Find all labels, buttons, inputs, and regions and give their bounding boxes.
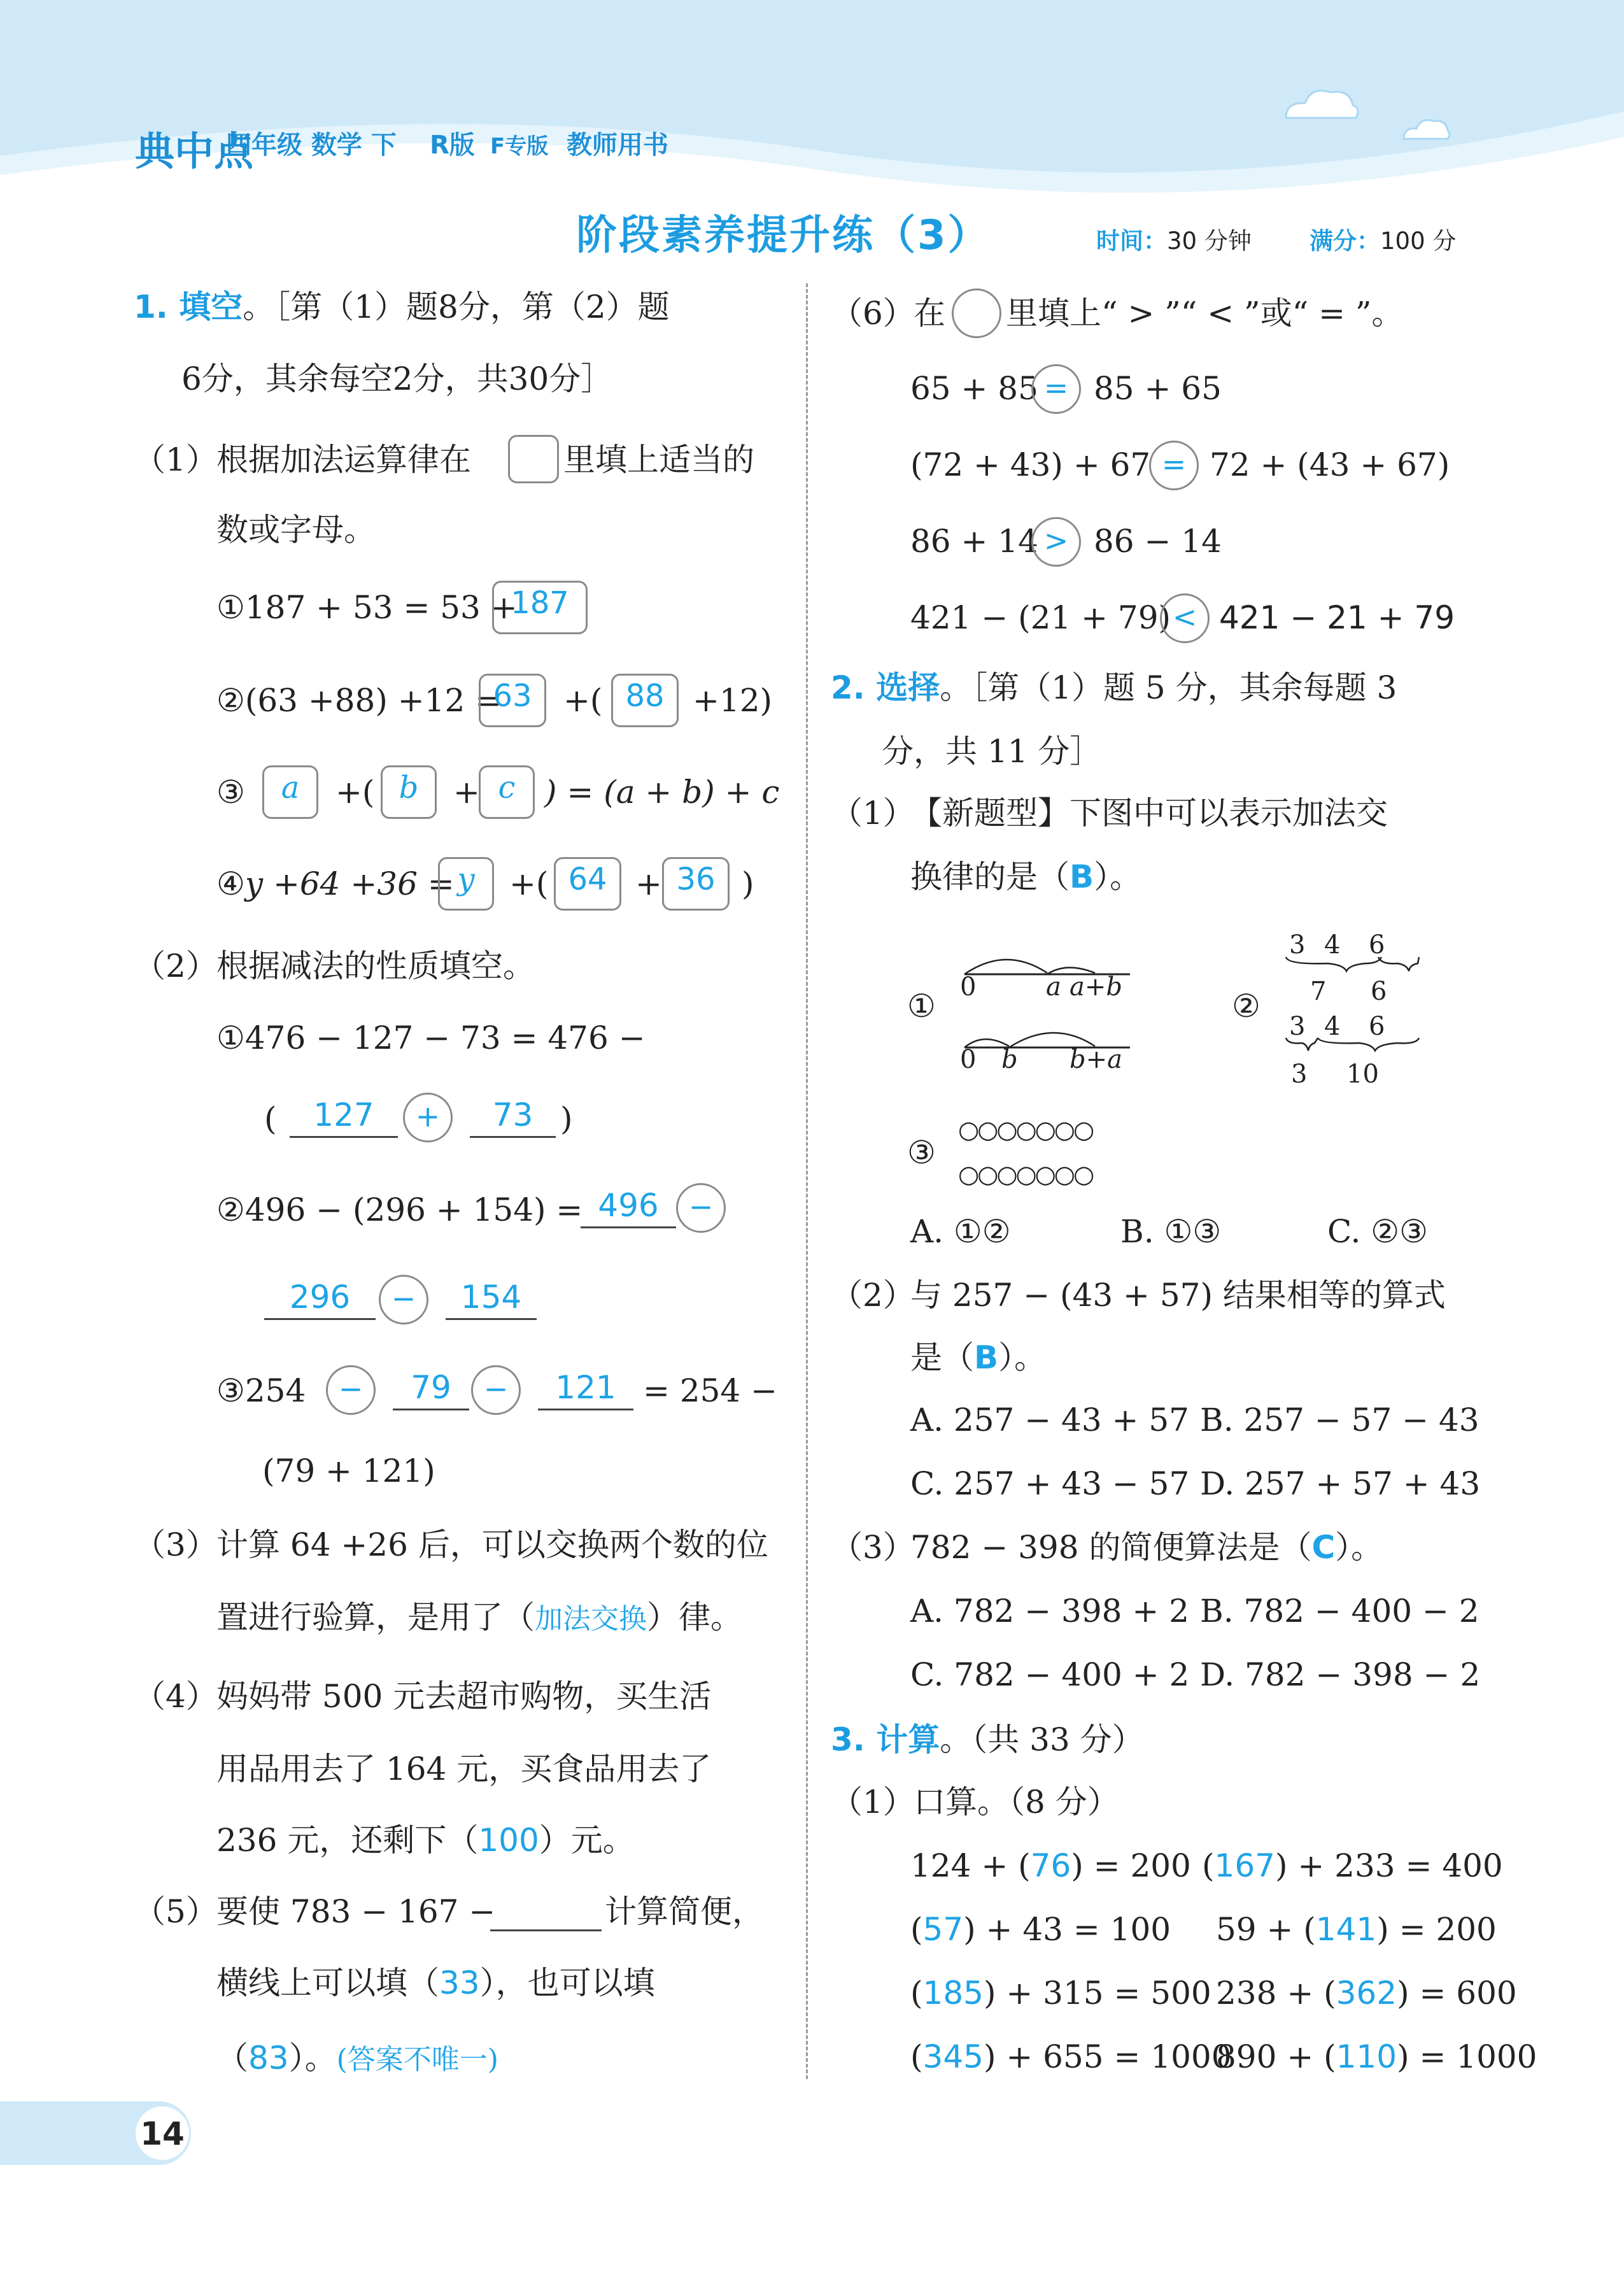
q1-2-i3-line2: (79 + 121): [262, 1452, 435, 1489]
nl-label: b: [1001, 1045, 1018, 1074]
blank-box-sample: [508, 435, 559, 483]
circles-row: ○○○○○○○: [958, 1116, 1093, 1144]
q2-1-text: 【新题型】下图中可以表示加法交: [910, 795, 1388, 832]
brace-num: 7: [1310, 977, 1327, 1006]
time-info: 时间：30 分钟: [1096, 227, 1252, 255]
calc-item: (57) + 43 = 100: [910, 1911, 1171, 1948]
q1-heading: 1. 填空。［第（1）题8分，第（2）题: [134, 288, 670, 325]
q2-2-opt-a: A. 257 − 43 + 57: [910, 1402, 1189, 1438]
q1-5-text-b: 计算简便，: [605, 1893, 764, 1930]
nl-label: 0: [960, 972, 977, 1002]
blank-line: [490, 1891, 602, 1931]
q1-2-i2: ②496 − (296 + 154) =: [216, 1191, 583, 1228]
q2-2-line2: 是（B）。: [910, 1339, 1047, 1376]
q2-1-opt-c: C. ②③: [1327, 1213, 1428, 1250]
q1-2-i1-open: (: [264, 1100, 277, 1137]
q1-5-line2: 横线上可以填（33），也可以填: [216, 1964, 655, 2001]
q1-1-i2-end: +12): [693, 682, 773, 719]
answer-box: y: [438, 857, 494, 911]
q1-4-text: 妈妈带 500 元去超市购物，买生活: [216, 1678, 712, 1715]
q2-1-opt-b: B. ①③: [1120, 1213, 1222, 1250]
compare-right: 86 − 14: [1094, 523, 1222, 560]
header-banner: [0, 0, 1624, 210]
q2-2-text: 与 257 − (43 + 57) 结果相等的算式: [910, 1277, 1446, 1314]
q1-3-label: （3）: [134, 1526, 218, 1563]
answer-line: 121: [538, 1367, 633, 1410]
q2-3-opt-d: D. 782 − 398 − 2: [1200, 1656, 1481, 1693]
figure1-num: ①: [907, 988, 936, 1025]
calc-item: (185) + 315 = 500: [910, 1975, 1211, 2012]
q2-3-opt-c: C. 782 − 400 + 2: [910, 1656, 1190, 1693]
q1-1-i3-num: ③: [216, 774, 245, 811]
q2-3-label: （3）: [831, 1529, 915, 1566]
nl-label: b+a: [1070, 1045, 1122, 1074]
q1-1-label: （1）: [134, 441, 218, 478]
circles-row: ○○○○○○○: [958, 1160, 1093, 1188]
compare-circle: =: [1149, 441, 1199, 490]
q1-5-text: 要使 783 − 167 −: [216, 1893, 496, 1930]
answer-line: 296: [264, 1276, 376, 1320]
q1-1-i2-mid: +(: [563, 682, 603, 719]
brand-logo: 典中点: [135, 128, 254, 174]
q2-2-opt-d: D. 257 + 57 + 43: [1200, 1465, 1481, 1502]
brace-num: 3: [1289, 930, 1306, 960]
q3-1-label: （1）: [831, 1784, 915, 1821]
brace-num: 4: [1324, 1012, 1341, 1041]
compare-right: 421 − 21 + 79: [1219, 599, 1455, 636]
compare-left: 86 + 14: [910, 523, 1038, 560]
q1-3-text: 计算 64 +26 后，可以交换两个数的位: [216, 1526, 768, 1563]
q1-4-line3: 236 元，还剩下（100）元。: [216, 1822, 635, 1859]
compare-circle: =: [1031, 364, 1081, 414]
q1-1-text-after: 里填上适当的: [563, 441, 754, 478]
brace-num: 6: [1369, 930, 1385, 960]
q1-6-text: 在: [914, 295, 945, 332]
nl-label: a: [1046, 972, 1061, 1002]
calc-item: (345) + 655 = 1000: [910, 2038, 1232, 2075]
q1-1-i4: ④y +64 +36 =: [216, 865, 455, 902]
calc-item: (167) + 233 = 400: [1202, 1847, 1503, 1884]
q1-3-line2: 置进行验算，是用了（加法交换）律。: [216, 1599, 742, 1636]
page-title: 阶段素养提升练（3）: [576, 212, 991, 259]
q1-1-text: 根据加法运算律在: [216, 441, 471, 478]
q1-5-line3: （83）。(答案不唯一): [216, 2040, 498, 2077]
header-usage: 教师用书: [567, 131, 668, 160]
figure3-num: ③: [907, 1134, 936, 1171]
q1-6-label: （6）: [831, 295, 915, 332]
answer-circle: −: [326, 1365, 376, 1415]
q1-1-i2: ②(63 +88) +12 =: [216, 682, 502, 719]
q1-5-label: （5）: [134, 1893, 218, 1930]
answer-line: 154: [446, 1276, 537, 1320]
q2-2-opt-c: C. 257 + 43 − 57: [910, 1465, 1190, 1502]
answer-box: b: [381, 765, 437, 819]
compare-right: 72 + (43 + 67): [1210, 446, 1450, 483]
blank-circle-sample: [952, 288, 1001, 338]
compare-right: 85 + 65: [1094, 370, 1222, 407]
column-divider: [806, 283, 808, 2079]
q1-desc2: 6分，其余每空2分，共30分］: [181, 360, 613, 397]
q1-1-i1: ①187 + 53 = 53 +: [216, 589, 518, 626]
compare-left: 421 − (21 + 79): [910, 599, 1171, 636]
answer-box: a: [262, 765, 318, 819]
q1-6-text-b: 里填上“ > ”“ < ”或“ = ”。: [1006, 295, 1404, 332]
answer-box: 64: [554, 857, 621, 911]
answer-circle: +: [403, 1093, 453, 1142]
q2-2-opt-b: B. 257 − 57 − 43: [1200, 1402, 1479, 1438]
brace-num: 4: [1324, 930, 1341, 960]
answer-box: 36: [662, 857, 730, 911]
q1-1-i4-end: ): [742, 865, 754, 902]
q1-2-label: （2）: [134, 948, 218, 984]
q1-2-i3: ③254: [216, 1372, 306, 1409]
calc-item: 124 + (76) = 200: [910, 1847, 1191, 1884]
q3-1-text: 口算。（8 分）: [914, 1784, 1119, 1821]
nl-label: 0: [960, 1045, 977, 1074]
answer-box: 63: [479, 674, 546, 727]
q2-1-line2: 换律的是（B）。: [910, 858, 1142, 895]
cloud-icon-small: [1401, 115, 1451, 143]
q2-3-text: 782 − 398 的简便算法是（C）。: [910, 1529, 1383, 1566]
q1-2-i1: ①476 − 127 − 73 = 476 −: [216, 1019, 646, 1056]
page-number: 14: [140, 2115, 185, 2152]
answer-box: 88: [611, 674, 679, 727]
brace-num: 3: [1289, 1012, 1306, 1041]
answer-line: 73: [470, 1094, 556, 1138]
score-info: 满分：100 分: [1310, 227, 1457, 255]
calc-item: 59 + (141) = 200: [1216, 1911, 1497, 1948]
q1-1-i4-plus: +: [635, 865, 662, 902]
q2-2-label: （2）: [831, 1277, 915, 1314]
answer-line: 127: [290, 1094, 398, 1138]
q1-2-text: 根据减法的性质填空。: [216, 948, 535, 984]
brace-num: 6: [1369, 1012, 1385, 1041]
nl-label: a+b: [1070, 972, 1122, 1002]
q1-2-i1-close: ): [560, 1100, 573, 1137]
q2-1-label: （1）: [831, 795, 915, 832]
brace-num: 3: [1291, 1060, 1308, 1089]
answer-circle: −: [379, 1275, 428, 1324]
answer-circle: −: [471, 1365, 521, 1415]
q1-1-i4-mid: +(: [509, 865, 549, 902]
compare-circle: <: [1160, 593, 1210, 643]
q1-4-text2: 用品用去了 164 元，买食品用去了: [216, 1750, 712, 1787]
q3-heading: 3. 计算。（共 33 分）: [831, 1721, 1144, 1758]
header-grade: 四年级 数学 下: [226, 131, 397, 160]
q1-2-i3-end: = 254 −: [643, 1372, 778, 1409]
q2-3-opt-b: B. 782 − 400 − 2: [1200, 1593, 1479, 1629]
figure2-num: ②: [1232, 988, 1260, 1025]
q1-1-i3-end: ) = (a + b) + c: [544, 774, 780, 811]
q1-1-i3-mid1: +(: [335, 774, 375, 811]
calc-item: 890 + (110) = 1000: [1216, 2038, 1537, 2075]
q1-4-label: （4）: [134, 1678, 218, 1715]
q2-desc2: 分，共 11 分］: [882, 733, 1102, 770]
compare-left: 65 + 85: [910, 370, 1038, 407]
brace-num: 6: [1371, 977, 1387, 1006]
cloud-icon: [1280, 83, 1362, 127]
q2-heading: 2. 选择。［第（1）题 5 分，其余每题 3: [831, 669, 1397, 706]
header-special: F专版: [490, 134, 549, 159]
answer-line: 496: [581, 1184, 676, 1228]
q2-3-opt-a: A. 782 − 398 + 2: [910, 1593, 1189, 1629]
answer-box: c: [479, 765, 535, 819]
q2-1-opt-a: A. ①②: [910, 1213, 1011, 1250]
answer-circle: −: [676, 1183, 726, 1233]
header-edition: R版: [430, 131, 475, 160]
compare-left: (72 + 43) + 67: [910, 446, 1151, 483]
answer-box: 187: [492, 581, 588, 634]
brace-num: 10: [1346, 1060, 1379, 1089]
calc-item: 238 + (362) = 600: [1216, 1975, 1517, 2012]
compare-circle: >: [1031, 517, 1081, 567]
q1-1-text2: 数或字母。: [216, 511, 376, 548]
answer-line: 79: [393, 1367, 469, 1410]
q1-1-i3-mid2: +: [453, 774, 480, 811]
